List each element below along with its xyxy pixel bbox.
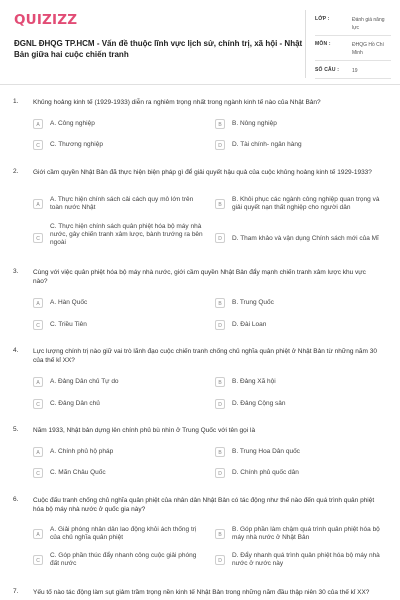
- question-number: 5.: [13, 426, 19, 433]
- meta-class-value: Đánh giá năng lực: [352, 17, 385, 31]
- option-text: C. Triều Tiên: [50, 321, 87, 328]
- option-letter-box: B: [215, 298, 225, 308]
- meta-class-label: LỚP :: [315, 16, 330, 22]
- option-letter-box: A: [33, 119, 43, 129]
- option-text: C. Mãn Châu Quốc: [50, 469, 106, 476]
- option-letter-box: D: [215, 555, 225, 565]
- option-letter-box: A: [33, 529, 43, 539]
- question-text: Năm 1933, Nhật bản dựng lên chính phủ bù nhìn ở Trung Quốc với tên gọi là: [33, 427, 256, 434]
- meta-subject-value: ĐHQG Hồ Chí Minh: [352, 42, 384, 56]
- option-letter-box: D: [215, 233, 225, 243]
- option-text: C. Thực hiện chính sách quân phiệt hóa bộ máy nhà nước, gây chiến tranh xâm lược, bành trướng ra bên ngoài: [50, 223, 203, 247]
- option-text: D. Tham khảo và vận dụng Chính sách mới của Mĩ: [232, 235, 379, 242]
- quizizz-logo: QUIZIZZ: [14, 12, 78, 28]
- option-text: D. Đảng Cộng sản: [232, 400, 286, 407]
- option-text: C. Góp phần thúc đẩy nhanh công cuộc giải phóng đất nước: [50, 552, 197, 568]
- option-text: D. Đẩy nhanh quá trình quân phiệt hóa bộ máy nhà nước ở nước này: [232, 552, 380, 568]
- option-letter-box: D: [215, 140, 225, 150]
- option-letter-box: A: [33, 377, 43, 387]
- option-text: A. Công nghiệp: [50, 120, 95, 127]
- option-text: A. Hàn Quốc: [50, 299, 88, 306]
- option-letter-box: C: [33, 233, 43, 243]
- question-number: 4.: [13, 347, 19, 354]
- option-text: D. Đài Loan: [232, 321, 267, 328]
- option-text: B. Đảng Xã hội: [232, 378, 276, 385]
- question-text: Cùng với việc quân phiệt hóa bộ máy nhà nước, giới cầm quyền Nhật Bản đẩy mạnh chiến tranh xâm lược khu vực nào?: [33, 269, 366, 285]
- option-text: B. Góp phần làm chậm quá trình quân phiệt hóa bộ máy nhà nước ở Nhật Bản: [232, 526, 380, 542]
- option-letter-box: A: [33, 298, 43, 308]
- option-letter-box: A: [33, 447, 43, 457]
- header-rule: [0, 84, 400, 85]
- option-letter-box: B: [215, 199, 225, 209]
- option-letter-box: D: [215, 399, 225, 409]
- option-text: A. Đảng Dân chủ Tự do: [50, 378, 119, 385]
- option-letter-box: C: [33, 140, 43, 150]
- option-text: B. Nông nghiệp: [232, 120, 277, 127]
- option-letter-box: C: [33, 399, 43, 409]
- header-divider: [305, 10, 306, 78]
- option-text: A. Chính phủ hộ pháp: [50, 448, 114, 455]
- question-text: Lực lượng chính trị nào giữ vai trò lãnh đạo cuộc chiến tranh chống chủ nghĩa quân phiệt ở Nhật Bản từ những năm 30 của thế kỉ XX?: [33, 348, 377, 364]
- option-letter-box: C: [33, 468, 43, 478]
- option-letter-box: A: [33, 199, 43, 209]
- option-letter-box: B: [215, 377, 225, 387]
- question-number: 7.: [13, 588, 19, 595]
- question-text: Khủng hoảng kinh tế (1929-1933) diễn ra nghiêm trọng nhất trong ngành kinh tế nào của Nhật Bản?: [33, 99, 321, 106]
- option-letter-box: B: [215, 529, 225, 539]
- meta-count-label: SỐ CÂU :: [315, 67, 340, 73]
- option-text: D. Tài chính- ngân hàng: [232, 141, 302, 148]
- question-text: Giới cầm quyền Nhật Bản đã thực hiện biện pháp gì để giải quyết hậu quả của cuộc khủng hoảng kinh tế 1929-1933?: [33, 169, 372, 176]
- option-letter-box: B: [215, 447, 225, 457]
- option-letter-box: C: [33, 320, 43, 330]
- option-letter-box: B: [215, 119, 225, 129]
- option-text: D. Chính phủ quốc dân: [232, 469, 299, 476]
- option-text: A. Thực hiện chính sách cải cách quy mô lớn trên toàn nước Nhật: [50, 196, 194, 212]
- option-text: C. Đảng Dân chủ: [50, 400, 100, 407]
- meta-subject-label: MÔN :: [315, 41, 331, 47]
- question-number: 1.: [13, 98, 19, 105]
- option-letter-box: D: [215, 320, 225, 330]
- option-letter-box: D: [215, 468, 225, 478]
- meta-separator: [315, 78, 391, 79]
- question-text: Cuộc đấu tranh chống chủ nghĩa quân phiệt của nhân dân Nhật Bản có tác động như thế nào đến quá trình quân phiệt hóa bộ máy nhà nước ở quốc gia này?: [33, 497, 375, 513]
- option-letter-box: C: [33, 555, 43, 565]
- question-text: Yếu tố nào tác động làm sụt giảm trầm trọng nền kinh tế Nhật Bản trong những năm đầu thập niên 30 của thế kỉ XX?: [33, 589, 370, 596]
- meta-separator: [315, 35, 391, 36]
- option-text: A. Giải phóng nhân dân lao động khỏi ách thống trị của chủ nghĩa quân phiệt: [50, 526, 197, 542]
- option-text: B. Trung Hoa Dân quốc: [232, 448, 300, 455]
- question-number: 3.: [13, 268, 19, 275]
- worksheet-title: ĐGNL ĐHQG TP.HCM - Vấn đề thuộc lĩnh vực lịch sử, chính trị, xã hội - Nhật Bản giữa hai cuộc chiến tranh: [14, 39, 303, 59]
- option-text: B. Khôi phục các ngành công nghiệp quan trọng và giải quyết nạn thất nghiệp cho người dân: [232, 196, 380, 212]
- option-text: B. Trung Quốc: [232, 299, 274, 306]
- option-text: C. Thương nghiệp: [50, 141, 103, 148]
- meta-separator: [315, 60, 391, 61]
- meta-count-value: 19: [352, 68, 358, 74]
- question-number: 2.: [13, 168, 19, 175]
- worksheet-header: [0, 0, 400, 84]
- question-number: 6.: [13, 496, 19, 503]
